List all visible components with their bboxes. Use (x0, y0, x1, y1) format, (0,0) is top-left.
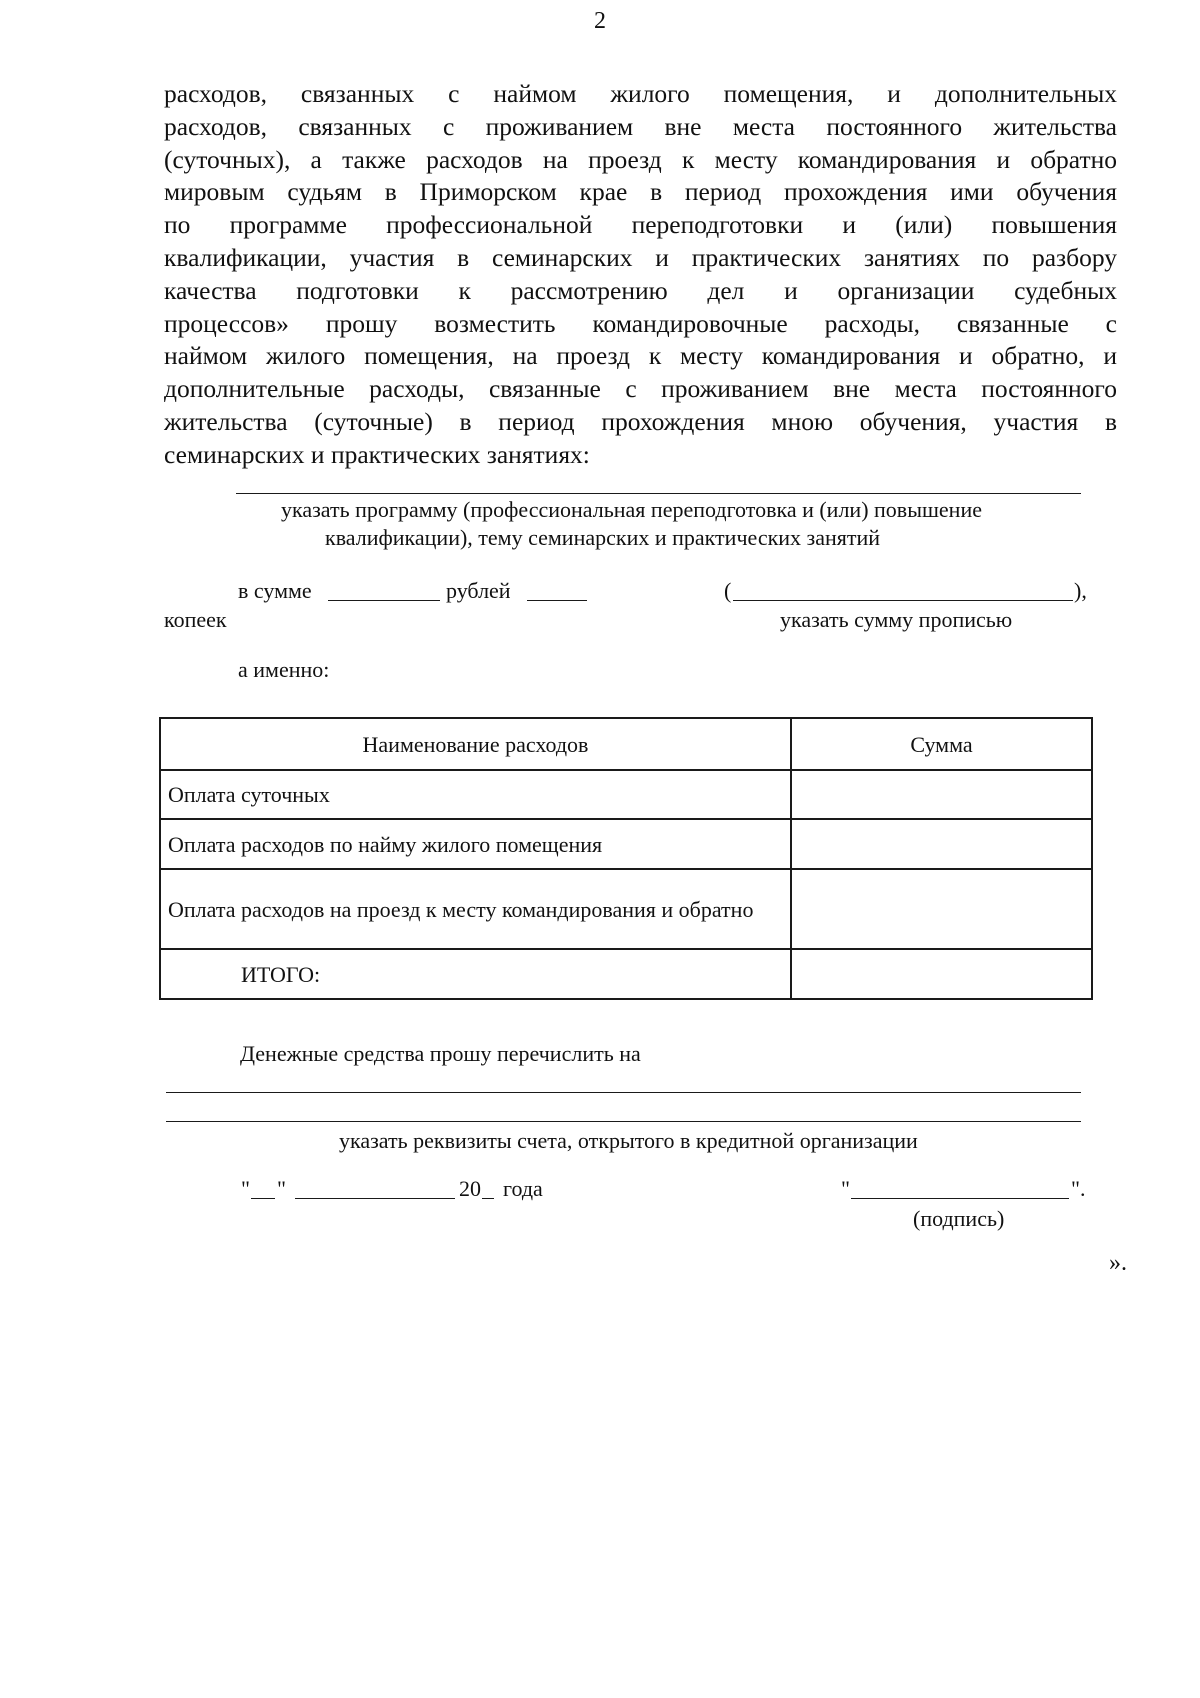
account-hint: указать реквизиты счета, открытого в кредитной организации (339, 1128, 918, 1153)
table-total-row (160, 949, 1092, 999)
paren-close: ), (1074, 578, 1087, 603)
total-sum-cell[interactable] (791, 949, 1092, 999)
program-hint-line1: указать программу (профессиональная переподготовка и (или) повышение (281, 497, 982, 522)
transfer-text: Денежные средства прошу перечислить на (240, 1041, 641, 1066)
date-day-blank[interactable] (251, 1178, 275, 1199)
year-prefix: 20 (459, 1176, 481, 1201)
body-line: расходов, связанных с наймом жилого помещения, и дополнительных (164, 79, 1117, 108)
expense-sum-cell[interactable] (791, 819, 1092, 869)
body-line: (суточных), а также расходов на проезд к месту командирования и обратно (164, 144, 1117, 174)
date-quote-open: " (241, 1176, 250, 1201)
kopecks-label: копеек (164, 607, 227, 632)
expense-sum-cell[interactable] (791, 869, 1092, 949)
rubles-label: рублей (446, 578, 511, 603)
sum-rubles-blank[interactable] (328, 580, 440, 601)
body-line: по программе профессиональной переподготовки и (или) повышения (164, 210, 1117, 240)
body-line: семинарских и практических занятиях: (164, 439, 590, 469)
date-month-blank[interactable] (295, 1178, 455, 1199)
body-paragraph (164, 78, 1117, 472)
body-line: жительства (суточные) в период прохождения мною обучения, участия в (164, 406, 1117, 436)
total-label-cell: ИТОГО: (160, 949, 791, 999)
body-line: расходов, связанных с проживанием вне места постоянного жительства (164, 111, 1117, 141)
paren-open: ( (724, 578, 732, 603)
sum-in-words-blank[interactable] (733, 580, 1073, 601)
table-row (160, 770, 1092, 819)
signature-blank[interactable] (851, 1178, 1069, 1199)
header-name-cell: Наименование расходов (160, 718, 791, 770)
expense-name-cell: Оплата расходов на проезд к месту командирования и обратно (160, 869, 791, 949)
account-fill-line-1[interactable] (166, 1092, 1081, 1093)
table-row (160, 869, 1092, 949)
namely-label: а именно: (238, 657, 330, 682)
table-row (160, 819, 1092, 869)
account-fill-line-2[interactable] (166, 1121, 1081, 1122)
signature-quote-close: ". (1071, 1176, 1086, 1201)
date-quote-close: " (277, 1176, 286, 1201)
date-year-blank[interactable] (482, 1178, 494, 1199)
sum-kopecks-blank[interactable] (527, 580, 587, 601)
body-line: процессов» прошу возместить командировочные расходы, связанные с (164, 308, 1117, 338)
in-sum-label: в сумме (238, 578, 312, 603)
signature-quote-open: " (841, 1176, 850, 1201)
in-words-hint: указать сумму прописью (780, 607, 1013, 632)
header-sum-cell: Сумма (791, 718, 1092, 770)
year-suffix: года (503, 1176, 543, 1201)
signature-hint: (подпись) (913, 1206, 1005, 1231)
program-hint-line2: квалификации), тему семинарских и практических занятий (325, 525, 881, 550)
body-line: качества подготовки к рассмотрению дел и организации судебных (164, 275, 1117, 305)
expense-name-cell: Оплата расходов по найму жилого помещения (160, 819, 791, 869)
body-line: наймом жилого помещения, на проезд к месту командирования и обратно, и (164, 341, 1117, 371)
table-header-row (160, 718, 1092, 770)
page-number: 2 (594, 8, 606, 34)
closing-mark: ». (1109, 1250, 1127, 1276)
body-line: мировым судьям в Приморском крае в период прохождения ими обучения (164, 177, 1117, 207)
program-fill-line[interactable] (236, 493, 1081, 494)
body-line: дополнительные расходы, связанные с проживанием вне места постоянного (164, 374, 1117, 404)
expense-name-cell: Оплата суточных (160, 770, 791, 819)
body-line: квалификации, участия в семинарских и практических занятиях по разбору (164, 242, 1117, 272)
expenses-table (159, 717, 1093, 1000)
expense-sum-cell[interactable] (791, 770, 1092, 819)
